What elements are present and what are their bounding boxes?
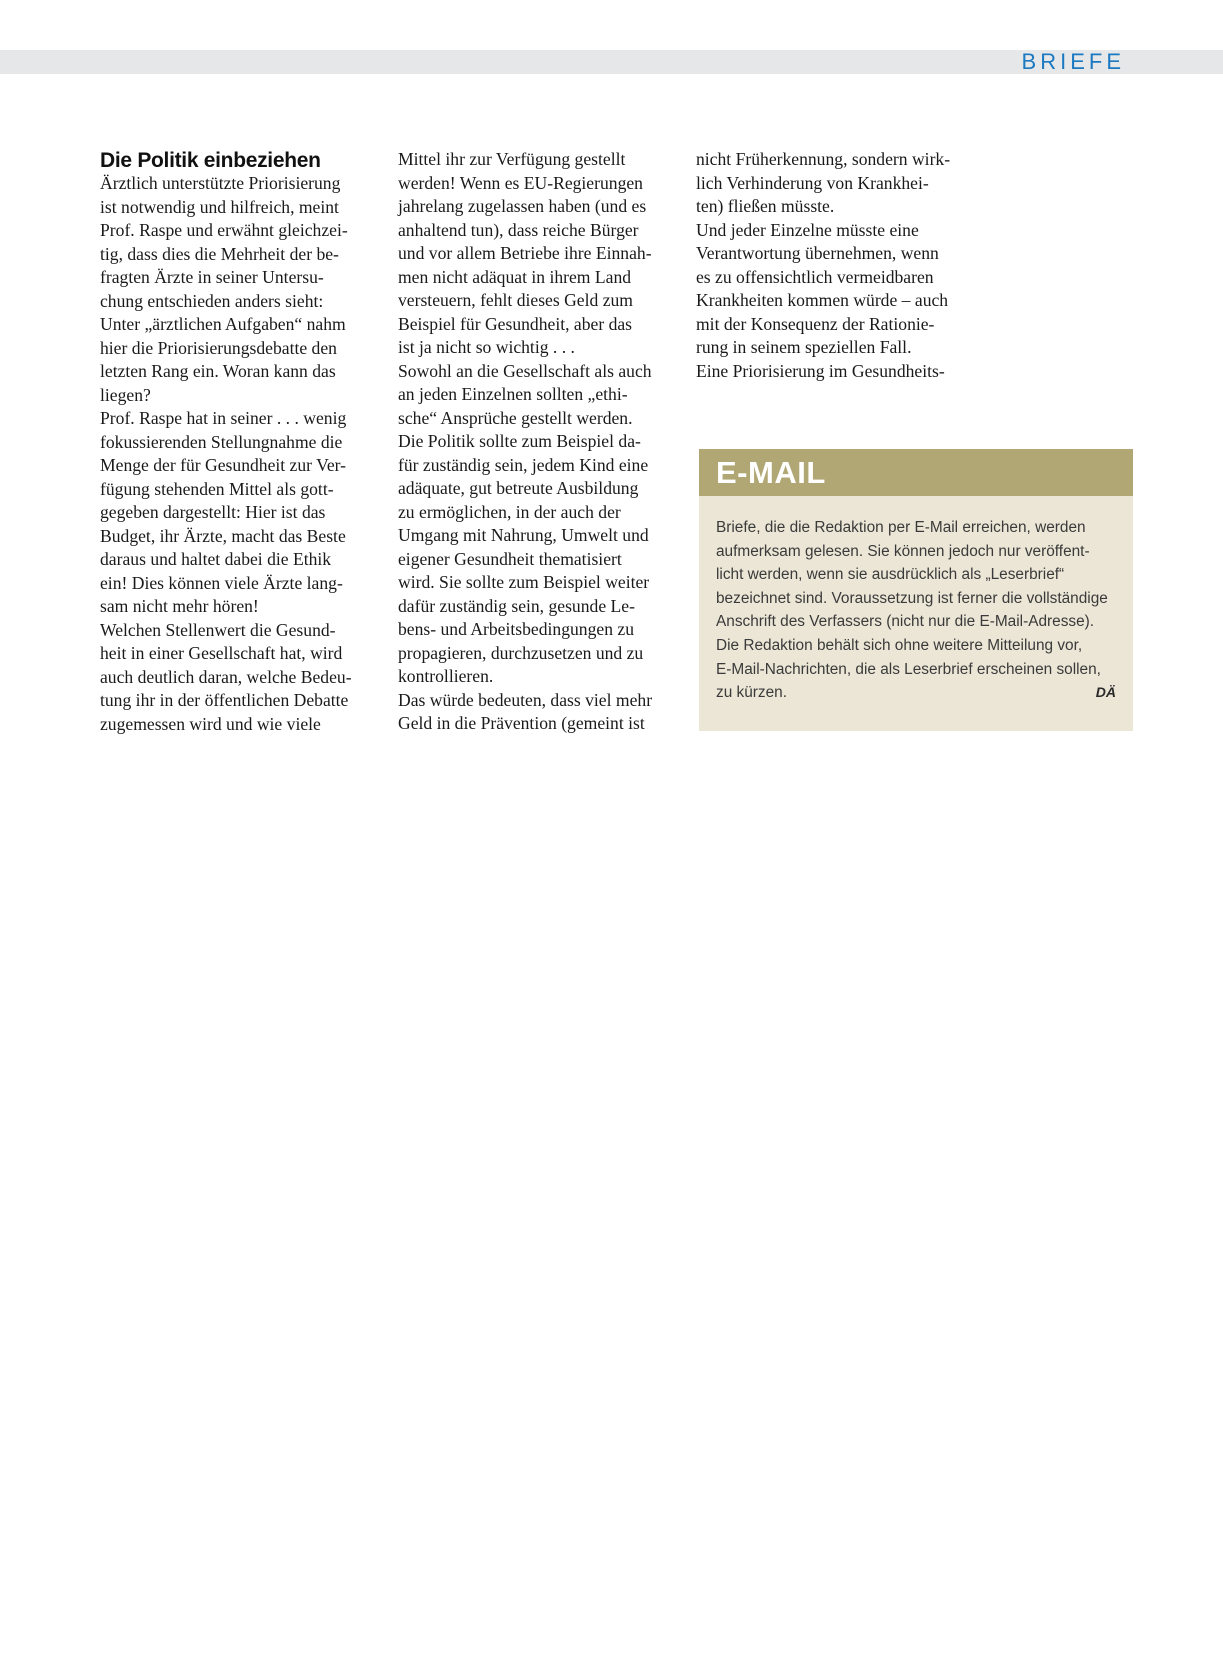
text-column-3 [696,148,981,383]
text-line: eigener Gesundheit thematisiert [398,548,622,569]
text-line: chung entschieden anders sieht: [100,290,324,311]
editor-signature: DÄ [1095,684,1116,701]
text-line: Ärztlich unterstützte Priorisierung [100,173,341,193]
text-line: Das würde bedeuten, dass viel mehr [398,689,653,710]
section-label: BRIEFE [1021,49,1125,74]
text-line: Und jeder Einzelne müsste eine [696,219,919,240]
text-line: Welchen Stellenwert die Gesund- [100,619,336,640]
email-box-line: Anschrift des Verfassers (nicht nur die E-Mail-Adresse). [716,613,1095,631]
text-line: nicht Früherkennung, sondern wirk- [696,149,951,169]
email-box-line: licht werden, wenn sie ausdrücklich als „Leserbrief“ [716,566,1065,584]
text-line: tig, dass dies die Mehrheit der be- [100,243,339,264]
text-line: mit der Konsequenz der Rationie- [696,313,935,334]
text-line: fokussierenden Stellungnahme die [100,431,343,452]
text-line: Eine Priorisierung im Gesundheits- [696,360,945,381]
text-line: Sowohl an die Gesellschaft als auch [398,360,652,381]
text-column-1 [100,148,385,736]
text-line: Prof. Raspe hat in seiner . . . wenig [100,408,347,428]
text-line: tung ihr in der öffentlichen Debatte [100,690,349,710]
text-line: wird. Sie sollte zum Beispiel weiter [398,572,650,592]
email-box-title: E-MAIL [716,455,826,490]
text-line: dafür zuständig sein, gesunde Le- [398,595,635,616]
text-line: Unter „ärztlichen Aufgaben“ nahm [100,314,346,334]
email-box-header [699,449,1133,496]
email-box-line: bezeichnet sind. Voraussetzung ist ferner die vollständige [716,589,1108,607]
text-line: Umgang mit Nahrung, Umwelt und [398,525,649,545]
email-box-line: Briefe, die die Redaktion per E-Mail erreichen, werden [716,519,1086,536]
email-box-line: E-Mail-Nachrichten, die als Leserbrief erscheinen sollen, [716,660,1101,678]
text-column-2 [398,148,683,736]
text-line: fügung stehenden Mittel als gott- [100,478,334,499]
text-line: es zu offensichtlich vermeidbaren [696,266,934,287]
text-line: letzten Rang ein. Woran kann das [100,361,336,381]
text-line: men nicht adäquat in ihrem Land [398,266,632,287]
text-line: sche“ Ansprüche gestellt werden. [398,407,633,428]
text-line: Verantwortung übernehmen, wenn [696,243,939,263]
text-line: ist ja nicht so wichtig . . . [398,337,575,357]
text-line: rung in seinem speziellen Fall. [696,337,912,357]
text-line: sam nicht mehr hören! [100,596,259,616]
text-line: kontrollieren. [398,666,494,686]
text-line: auch deutlich daran, welche Bedeu- [100,666,352,687]
text-line: adäquate, gut betreute Ausbildung [398,478,639,498]
email-box-line: zu kürzen. [716,684,788,702]
text-line: daraus und haltet dabei die Ethik [100,549,332,569]
text-line: liegen? [100,384,151,405]
text-line: Krankheiten kommen würde – auch [696,290,949,310]
letter-heading: Die Politik einbeziehen [100,149,321,172]
text-line: ein! Dies können viele Ärzte lang- [100,572,343,593]
text-line: lich Verhinderung von Krankhei- [696,172,929,193]
text-line: Die Politik sollte zum Beispiel da- [398,431,641,451]
text-line: zu ermöglichen, in der auch der [398,501,621,522]
email-info-box [699,449,1133,731]
email-box-line: Die Redaktion behält sich ohne weitere Mitteilung vor, [716,636,1083,654]
text-line: hier die Priorisierungsdebatte den [100,337,337,358]
text-line: an jeden Einzelnen sollten „ethi- [398,384,628,404]
text-line: gegeben dargestellt: Hier ist das [100,502,326,522]
text-line: für zuständig sein, jedem Kind eine [398,454,649,475]
text-line: fragten Ärzte in seiner Untersu- [100,267,324,287]
text-line: und vor allem Betriebe ihre Einnah- [398,243,652,263]
text-line: ten) fließen müsste. [696,196,835,216]
text-line: Beispiel für Gesundheit, aber das [398,313,633,334]
email-box-body [699,496,1133,705]
text-line: jahrelang zugelassen haben (und es [398,196,647,216]
text-line: bens- und Arbeitsbedingungen zu [398,619,635,639]
text-line: Mittel ihr zur Verfügung gestellt [398,149,626,169]
text-line: Menge der für Gesundheit zur Ver- [100,455,347,475]
text-line: ist notwendig und hilfreich, meint [100,196,339,217]
text-line: werden! Wenn es EU-Regierungen [398,172,643,193]
text-line: propagieren, durchzusetzen und zu [398,642,644,663]
text-line: heit in einer Gesellschaft hat, wird [100,643,343,663]
text-line: Geld in die Prävention (gemeint ist [398,713,645,733]
text-line: Prof. Raspe und erwähnt gleichzei- [100,220,348,240]
text-line: anhaltend tun), dass reiche Bürger [398,219,639,240]
text-line: Budget, ihr Ärzte, macht das Beste [100,525,346,546]
text-line: versteuern, fehlt dieses Geld zum [398,290,633,310]
text-line: zugemessen wird und wie viele [100,713,321,734]
email-box-line: aufmerksam gelesen. Sie können jedoch nur veröffent- [716,542,1090,560]
